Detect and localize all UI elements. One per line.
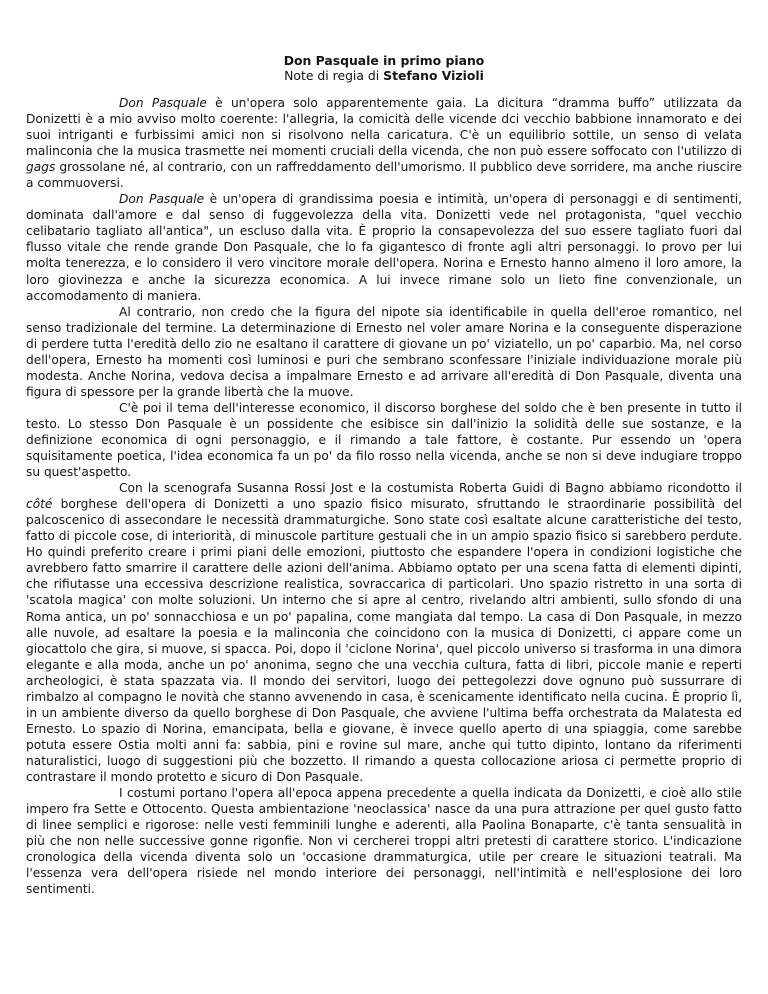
paragraph [26, 95, 742, 191]
subtitle-prefix: Note di regia di [284, 68, 384, 83]
author-name: Stefano Vizioli [383, 68, 484, 83]
paragraph [26, 304, 742, 400]
paragraph [26, 400, 742, 480]
paragraph-text: Al contrario, non credo che la figura del nipote sia identificabile in quella dell'eroe romantico, nel senso tradizionale del termine. La determinazione di Ernesto nel voler amare Norina e la conseguente disperazione di perdere tutta l'eredità dello zio ne esaltano il carattere di giovane un po' viziatello, un po' caparbio. Ma, nel corso dell'opera, Ernesto ha momenti così luminosi e puri che sembrano sconfessare l'iniziale individuazione morale più modesta. Anche Norina, vedova decisa a impalmare Ernesto e ad arrivare all'eredità di Don Pasquale, diventa una figura di spessore per la grande libertà che la muove. [26, 304, 742, 399]
document-body [26, 95, 742, 897]
paragraph-text: è un'opera di grandissima poesia e intimità, un'opera di personaggi e di sentimenti, dominata dall'amore e dal senso di fuggevolezza della vita. Donizetti vede nel protagonista, "quel vecchio celibatario tagliato all'antica", un escluso dalla vita. È proprio la consapevolezza del suo essere tagliato fuori dal flusso vitale che rende grande Don Pasquale, che lo fa gigantesco di fronte agli altri personaggi. Io provo per lui molta tenerezza, e lo considero il vero vincitore morale dell'opera. Norina e Ernesto hanno almeno il loro amore, la loro giovinezza e anche la sicurezza economica. A lui invece rimane solo un lieto fine convenzionale, un accomodamento di maniera. [26, 192, 742, 303]
paragraph-text: C'è poi il tema dell'interesse economico, il discorso borghese del soldo che è ben presente in tutto il testo. Lo stesso Don Pasquale è un possidente che esibisce sin dall'inizio la solidità delle sue sostanze, e la definizione economica di ogni personaggio, e il rimando a tale fattore, è costante. Pur essendo un 'opera squisitamente poetica, l'idea economica fa un po' da filo rosso nella vicenda, anche se non si deve indugiare troppo su quest'aspetto. [26, 400, 742, 480]
italic-text: Don Pasquale [119, 192, 205, 207]
paragraph [26, 191, 742, 303]
document-title: Don Pasquale in primo piano [283, 53, 485, 68]
document-subtitle [0, 68, 768, 83]
paragraph-text: Con la scenografa Susanna Rossi Jost e la costumista Roberta Guidi di Bagno abbiamo ricondotto il [119, 481, 742, 496]
italic-text: côté [26, 497, 53, 512]
paragraph-text: I costumi portano l'opera all'epoca appena precedente a quella indicata da Donizetti, e cioè allo stile impero fra Sette e Ottocento. Questa ambientazione 'neoclassica' nasce da una pura attrazione per quel gusto fatto di linee semplici e rigorose: nelle vesti femminili lunghe e aderenti, alla Paolina Bonaparte, c'è tanta sensualità in più che non nelle successive gonne rigonfie. Non vi cercherei troppi altri pretesti di carattere storico. L'indicazione cronologica della vicenda diventa solo un 'occasione drammaturgica, utile per creare le situazioni teatrali. Ma l'essenza vera dell'opera risiede nel mondo interiore dei personaggi, nell'intimità e nell'esplosione dei loro sentimenti. [26, 786, 742, 897]
paragraph-text: grossolane né, al contrario, con un raffreddamento dell'umorismo. Il pubblico deve sorridere, ma anche riuscire a commuoversi. [26, 160, 742, 191]
paragraph [26, 785, 742, 897]
italic-text: Don Pasquale [119, 96, 207, 110]
paragraph-text: borghese dell'opera di Donizetti a uno spazio fisico misurato, sfruttando le straordinarie possibilità del palcoscenico di assecondare le necessità drammaturgiche. Sono state così esaltate alcune caratteristiche del testo, fatto di piccole cose, di interiorità, di minuscole partiture gestuali che in un ampio spazio fisico si sarebbero perdute. Ho quindi preferito creare i primi piani delle emozioni, piuttosto che espandere l'opera in condizioni logistiche che avrebbero fatto smarrire il carattere delle azioni dell'anima. Abbiamo optato per una scena fatta di elementi dipinti, che rifiutasse una eccessiva descrizione realistica, sovraccarica di particolari. Uno spazio ristretto in una sorta di 'scatola magica' con molte soluzioni. Un interno che si apre al centro, rivelando altri ambienti, sullo sfondo di una Roma antica, un po' sonnacchiosa e un po' papalina, come mangiata dal tempo. La casa di Don Pasquale, in mezzo alle nuvole, ad esaltare la poesia e la malinconia che coincidono con la musica di Donizetti, ci appare come un giocattolo che gira, si muove, si spacca. Poi, dopo il 'ciclone Norina', quel piccolo universo si trasforma in una dimora elegante e alla moda, anche un po' anonima, segno che una vecchia cultura, fatta di libri, piccole manie e reperti archeologici, è stata spazzata via. Il mondo dei servitori, luogo dei pettegolezzi dove ognuno può sussurrare di rimbalzo al compagno le novità che stanno avvenendo in casa, è scenicamente identificato nella cucina. È proprio lì, in un ambiente diverso da quello borghese di Don Pasquale, che avviene l'ultima beffa orchestrata da Malatesta ed Ernesto. Lo spazio di Norina, emancipata, bella e giovane, è invece quello aperto di una spiaggia, come sarebbe potuta essere Ostia molti anni fa: sabbia, pini e rovine sul mare, anche qui tutto dipinto, lontano da riferimenti naturalistici, luogo di suggestioni più che bozzetto. Il rimando a questa collocazione ariosa ci permette proprio di contrastare il mondo protetto e sicuro di Don Pasquale. [26, 497, 742, 784]
paragraph [26, 480, 742, 785]
italic-text: gags [26, 160, 56, 175]
paragraph-text: è un'opera solo apparentemente gaia. La dicitura “dramma buffo” utilizzata da Donizetti è a mio avviso molto coerente: l'allegria, la comicità delle vicende dci vecchio babbione innamorato e dei suoi intriganti e furbissimi amici non si risolvono nella caricatura. C'è un equilibrio sottile, un senso di velata malinconia che la musica trasmette nei momenti cruciali della vicenda, che non può essere soffocato con l'utilizzo di [26, 96, 743, 159]
